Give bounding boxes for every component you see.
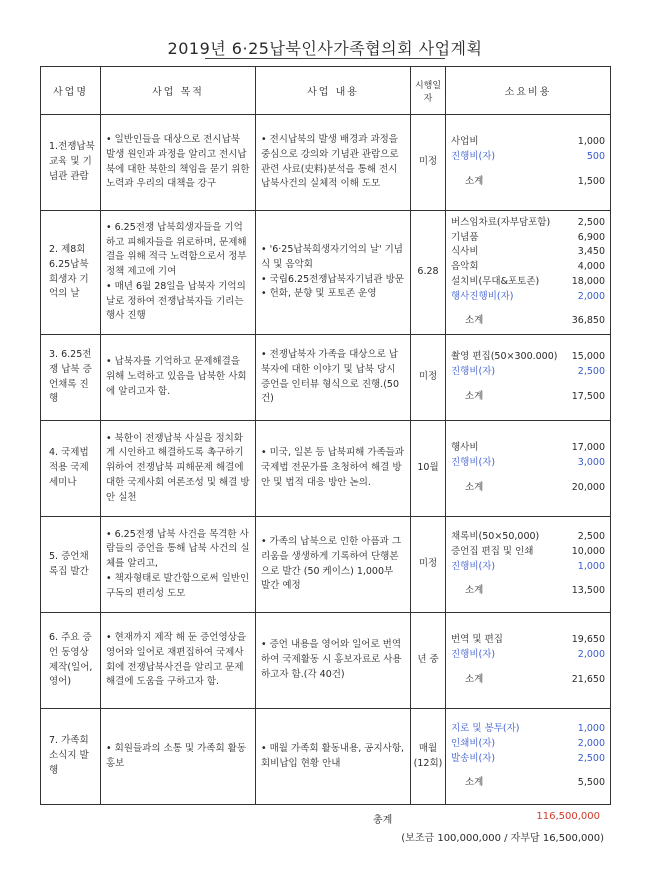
subtotal [451, 314, 605, 329]
cost-item [451, 752, 605, 767]
subtotal-label: 소계 [465, 777, 484, 789]
row-name: 1.전쟁납북교육 및 기념관 관람 [41, 115, 101, 211]
plan-table-wrapper [40, 66, 610, 845]
row-purpose: • 6.25전쟁 납북 사건을 목격한 사람들의 증언을 통해 납북 사건의 실체를 알리고, • 책자형태로 발간함으로써 일반인 구독의 편리성 도모 [101, 517, 256, 613]
row-cost [446, 517, 611, 613]
title-underline [205, 58, 445, 59]
row-period: 매월 (12회) [411, 709, 446, 805]
subtotal-label: 소계 [465, 481, 484, 493]
subtotal [451, 673, 605, 688]
row-period: 미정 [411, 115, 446, 211]
subtotal-label: 소계 [465, 673, 484, 685]
subtotal-label: 소계 [465, 315, 484, 327]
row-purpose: • 일반인들을 대상으로 전시납북 발생 원인과 과정을 알리고 전시납북에 대한 북한의 책임을 묻기 위한 노력과 우리의 대책을 강구 [101, 115, 256, 211]
cost-item-value: 1,000 [577, 560, 605, 572]
table-row [41, 211, 611, 335]
cost-item-value: 3,000 [577, 457, 605, 469]
subtotal [451, 175, 605, 190]
subtotal-label: 소계 [465, 585, 484, 597]
cost-item [451, 456, 605, 471]
cost-item [451, 245, 605, 260]
row-purpose: • 납북자를 기억하고 문제해결을 위해 노력하고 있음을 납북한 사회에 알리고자 함. [101, 335, 256, 421]
cost-item-label: 지로 및 봉투(자) [451, 723, 520, 735]
cost-item-label: 발송비(자) [451, 752, 496, 764]
subtotal-value: 17,500 [571, 390, 605, 402]
cost-item [451, 350, 605, 365]
cost-item-value: 2,500 [577, 366, 605, 378]
cost-item-value: 17,000 [571, 442, 605, 454]
cost-item [451, 275, 605, 290]
cost-item-value: 2,500 [577, 531, 605, 543]
cost-item-label: 행사진행비(자) [451, 290, 514, 302]
subtotal-value: 5,500 [577, 777, 605, 789]
table-row [41, 335, 611, 421]
row-purpose: • 현재까지 제작 해 둔 증언영상을 영어와 일어로 재편집하여 국제사회에 전쟁납북사건을 알리고 문제 해결에 도움을 구하고자 함. [101, 613, 256, 709]
cost-item-label: 증언집 편집 및 인쇄 [451, 545, 534, 557]
cost-item [451, 737, 605, 752]
cost-item-value: 10,000 [571, 545, 605, 557]
total-value: 116,500,000 [536, 811, 600, 822]
row-name: 4. 국제법 적용 국제 세미나 [41, 421, 101, 517]
subtotal [451, 584, 605, 599]
cost-item [451, 633, 605, 648]
cost-item-label: 버스임차료(자부담포함) [451, 216, 551, 228]
page-title: 2019년 6·25납북인사가족협의회 사업계획 [167, 39, 483, 58]
cost-item [451, 545, 605, 560]
cost-item-label: 사업비 [451, 136, 479, 148]
header-purpose: 사업 목적 [101, 67, 256, 115]
cost-item-value: 2,000 [577, 649, 605, 661]
cost-item-value: 18,000 [571, 275, 605, 287]
cost-item-label: 진행비(자) [451, 366, 496, 378]
row-cost [446, 613, 611, 709]
row-period: 미정 [411, 335, 446, 421]
cost-item [451, 260, 605, 275]
cost-item [451, 216, 605, 231]
row-name: 3. 6.25전쟁 납북 증언채록 진행 [41, 335, 101, 421]
funding-breakdown: (보조금 100,000,000 / 자부담 16,500,000) [401, 833, 604, 844]
cost-item-label: 음악회 [451, 261, 479, 273]
cost-item [451, 231, 605, 246]
total-label: 총계 [373, 815, 393, 826]
row-cost [446, 115, 611, 211]
table-row [41, 115, 611, 211]
cost-item [451, 441, 605, 456]
cost-item-value: 19,650 [571, 634, 605, 646]
row-name: 7. 가족회 소식지 발행 [41, 709, 101, 805]
cost-item-value: 2,000 [577, 737, 605, 749]
cost-item [451, 560, 605, 575]
row-content: • 미국, 일본 등 납북피해 가족들과 국제법 전문가를 초청하여 해결 방안 및 법적 대응 방안 논의. [256, 421, 411, 517]
header-content: 사업 내용 [256, 67, 411, 115]
cost-item [451, 648, 605, 663]
cost-item-label: 번역 및 편집 [451, 634, 503, 646]
subtotal [451, 481, 605, 496]
row-period: 미정 [411, 517, 446, 613]
cost-item-value: 3,450 [577, 246, 605, 258]
row-cost [446, 709, 611, 805]
row-name: 5. 증언채록집 발간 [41, 517, 101, 613]
row-purpose: • 회원들과의 소통 및 가족회 활동홍보 [101, 709, 256, 805]
header-period: 시행일자 [411, 67, 446, 115]
subtotal-value: 13,500 [571, 585, 605, 597]
row-period: 6.28 [411, 211, 446, 335]
row-cost [446, 211, 611, 335]
row-content: • 가족의 납북으로 인한 아픔과 그리움을 생생하게 기록하여 단행본으로 발간 (50 케이스) 1,000부 발간 예정 [256, 517, 411, 613]
cost-item-label: 진행비(자) [451, 560, 496, 572]
cost-item [451, 365, 605, 380]
row-period: 10월 [411, 421, 446, 517]
row-content: • 증언 내용을 영어와 일어로 번역하여 국제활동 시 홍보자료로 사용하고자 함.(각 40건) [256, 613, 411, 709]
row-purpose: • 북한이 전쟁납북 사실을 정치화게 시인하고 해결하도록 촉구하기 위하여 전쟁납북 피해문제 해결에 대한 국제사회 여론조성 및 해결 방안 실천 [101, 421, 256, 517]
subtotal-label: 소계 [465, 175, 484, 187]
table-row [41, 709, 611, 805]
row-content: • 전시납북의 발생 배경과 과정을 중심으로 강의와 기념관 관람으로 관련 사료(史料)분석을 통해 전시납북사건의 실체적 이해 도모 [256, 115, 411, 211]
row-cost [446, 335, 611, 421]
row-cost [446, 421, 611, 517]
cost-item [451, 722, 605, 737]
cost-item-label: 식사비 [451, 246, 479, 258]
cost-item-label: 촬영 편집(50×300.000) [451, 351, 558, 363]
cost-item-label: 진행비(자) [451, 457, 496, 469]
row-content: • '6·25납북희생자기억의 날' 기념식 및 음악회 • 국립6.25전쟁납북자기념관 방문 • 헌화, 분향 및 포토존 운영 [256, 211, 411, 335]
cost-item-label: 인쇄비(자) [451, 737, 496, 749]
subtotal [451, 776, 605, 791]
business-plan-table [40, 66, 611, 805]
row-purpose: • 6.25전쟁 납북희생자들을 기억하고 피해자들을 위로하며, 문제해결을 위해 적극 노력함으로서 정부 정책 제고에 기여 • 매년 6월 28일을 납북자 기억의 날로 정하여 전쟁납북자들 기리는 행사 진행 [101, 211, 256, 335]
cost-item-label: 채록비(50×50,000) [451, 531, 540, 543]
cost-item-label: 진행비(자) [451, 151, 496, 163]
cost-item-label: 진행비(자) [451, 649, 496, 661]
subtotal [451, 390, 605, 405]
cost-item-label: 설치비(무대&포토존) [451, 275, 540, 287]
cost-item-value: 1,000 [577, 136, 605, 148]
row-content: • 전쟁납북자 가족을 대상으로 납북자에 대한 이야기 및 납북 당시 증언을 인터뷰 형식으로 진행.(50건) [256, 335, 411, 421]
row-name: 2. 제8회 6.25납북 희생자 기억의 날 [41, 211, 101, 335]
subtotal-value: 36,850 [571, 315, 605, 327]
cost-item-value: 2,000 [577, 290, 605, 302]
cost-item-label: 행사비 [451, 442, 479, 454]
table-row [41, 613, 611, 709]
subtotal-value: 20,000 [571, 481, 605, 493]
cost-item-value: 2,500 [577, 752, 605, 764]
cost-item-value: 15,000 [571, 351, 605, 363]
subtotal-value: 21,650 [571, 673, 605, 685]
header-row [41, 67, 611, 115]
cost-item [451, 530, 605, 545]
cost-item-label: 기념품 [451, 231, 479, 243]
cost-item-value: 4,000 [577, 261, 605, 273]
cost-item-value: 500 [586, 151, 605, 163]
subtotal-value: 1,500 [577, 175, 605, 187]
cost-item-value: 1,000 [577, 723, 605, 735]
header-name: 사업명 [41, 67, 101, 115]
cost-item-value: 6,900 [577, 231, 605, 243]
cost-item [451, 135, 605, 150]
row-name: 6. 주요 증언 동영상 제작(일어, 영어) [41, 613, 101, 709]
header-cost: 소요비용 [446, 67, 611, 115]
cost-item [451, 290, 605, 305]
table-row [41, 421, 611, 517]
table-row [41, 517, 611, 613]
cost-item [451, 150, 605, 165]
row-content: • 매월 가족회 활동내용, 공지사항, 회비납입 현황 안내 [256, 709, 411, 805]
row-period: 년 중 [411, 613, 446, 709]
cost-item-value: 2,500 [577, 216, 605, 228]
subtotal-label: 소계 [465, 390, 484, 402]
